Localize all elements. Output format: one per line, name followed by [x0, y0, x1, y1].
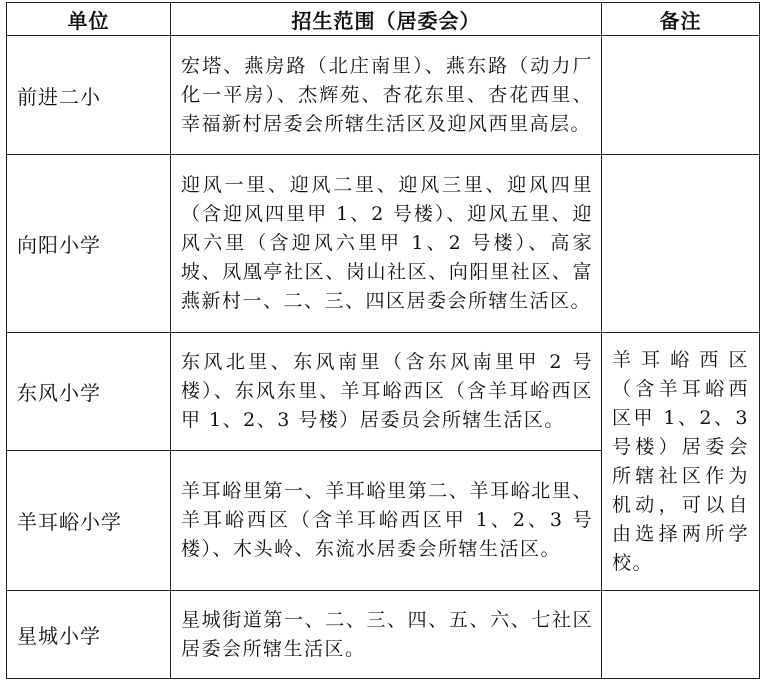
table-row	[7, 333, 760, 451]
enrollment-scope: 东风北里、东风南里（含东风南里甲 2 号楼）、东风东里、羊耳峪西区（含羊耳峪西区甲 1、2、3 号楼）居委员会所辖生活区。	[171, 333, 602, 451]
table-row	[7, 591, 760, 679]
note-cell-empty	[602, 155, 760, 333]
enrollment-scope: 羊耳峪里第一、羊耳峪里第二、羊耳峪北里、羊耳峪西区（含羊耳峪西区甲 1、2、3 号楼）、木头岭、东流水居委会所辖生活区。	[171, 451, 602, 591]
enrollment-scope: 宏塔、燕房路（北庄南里）、燕东路（动力厂化一平房）、杰辉苑、杏花东里、杏花西里、幸福新村居委会所辖生活区及迎风西里高层。	[171, 36, 602, 155]
school-name: 向阳小学	[7, 155, 171, 333]
header-note: 备注	[602, 3, 760, 36]
enrollment-scope: 迎风一里、迎风二里、迎风三里、迎风四里（含迎风四里甲 1、2 号楼）、迎风五里、迎风六里（含迎风六里甲 1、2 号楼）、高家坡、凤凰亭社区、岗山社区、向阳里社区、富燕新村一、二、三、四区居委会所辖生活区。	[171, 155, 602, 333]
note-cell-empty	[602, 591, 760, 679]
header-row	[7, 3, 760, 36]
table-row	[7, 36, 760, 155]
note-cell-empty	[602, 36, 760, 155]
school-district-table	[6, 2, 760, 679]
school-name: 前进二小	[7, 36, 171, 155]
school-name: 东风小学	[7, 333, 171, 451]
school-name: 星城小学	[7, 591, 171, 679]
school-name: 羊耳峪小学	[7, 451, 171, 591]
note-cell: 羊耳峪西区（含羊耳峪西区甲 1、2、3 号楼）居委会所辖社区作为机动，可以自由选择两所学校。	[602, 333, 760, 591]
enrollment-scope: 星城街道第一、二、三、四、五、六、七社区居委会所辖生活区。	[171, 591, 602, 679]
header-unit: 单位	[7, 3, 171, 36]
table-row	[7, 155, 760, 333]
header-scope: 招生范围（居委会）	[171, 3, 602, 36]
